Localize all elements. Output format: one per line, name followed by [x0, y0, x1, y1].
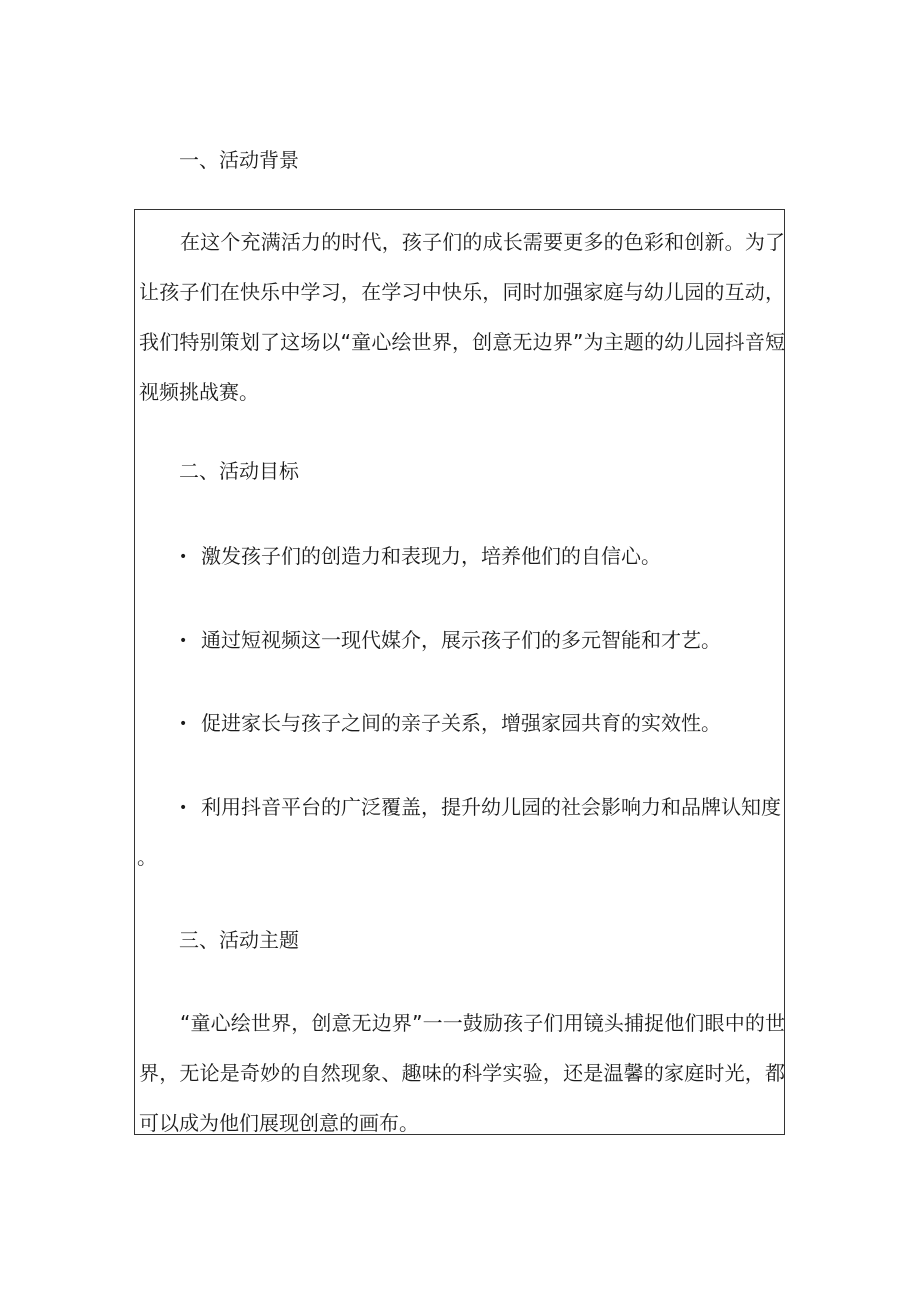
content-frame — [134, 209, 785, 1135]
bullet-icon: • — [179, 633, 188, 649]
theme-paragraph: “童心绘世界，创意无边界”一一鼓励孩子们用镜头捕捉他们眼中的世界，无论是奇妙的自然现象、趣味的科学实验，还是温馨的家庭时光，都可以成为他们展现创意的画布。 — [139, 1011, 785, 1135]
bullet-icon: • — [179, 800, 188, 816]
goal-text: 利用抖音平台的广泛覆盖，提升幼儿园的社会影响力和品牌认知度 — [201, 795, 781, 819]
section-heading-goals: 二、活动目标 — [179, 459, 299, 483]
goal-text-tail: 。 — [137, 845, 157, 869]
section-heading-theme: 三、活动主题 — [179, 928, 299, 952]
bullet-icon: • — [179, 716, 188, 732]
goal-text: 激发孩子们的创造力和表现力，培养他们的自信心。 — [201, 544, 661, 568]
goal-text: 促进家长与孩子之间的亲子关系，增强家园共育的实效性。 — [201, 711, 721, 735]
section-heading-background: 一、活动背景 — [179, 148, 299, 172]
background-paragraph: 在这个充满活力的时代，孩子们的成长需要更多的色彩和创新。为了让孩子们在快乐中学习，在学习中快乐，同时加强家庭与幼儿园的互动，我们特别策划了这场以“童心绘世界，创意无边界”为主题的幼儿园抖音短视频挑战赛。 — [139, 230, 785, 404]
goal-item — [179, 542, 783, 571]
goal-item — [179, 626, 783, 655]
goal-item — [179, 709, 783, 738]
goal-text: 通过短视频这一现代媒介，展示孩子们的多元智能和才艺。 — [201, 628, 721, 652]
goal-item — [179, 793, 783, 822]
bullet-icon: • — [179, 549, 188, 565]
